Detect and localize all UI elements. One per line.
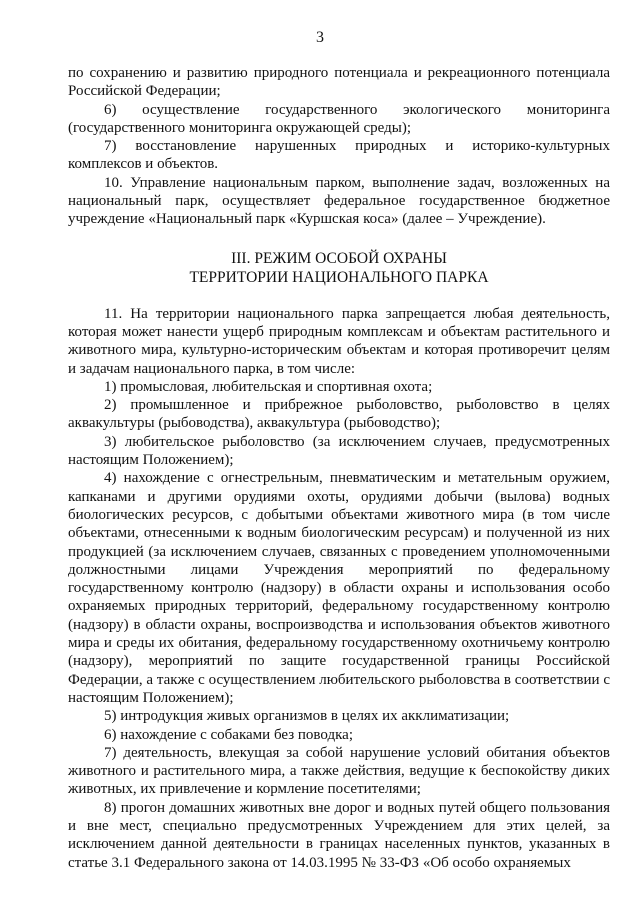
section-heading — [68, 249, 610, 287]
section-heading-line1: III. РЕЖИМ ОСОБОЙ ОХРАНЫ — [231, 249, 447, 267]
list-item-2: 2) промышленное и прибрежное рыболовство, рыболовство в целях аквакультуры (рыбоводства), аквакультура (рыбоводство); — [68, 397, 610, 432]
paragraph-11: 11. На территории национального парка запрещается любая деятельность, которая может нанести ущерб природным комплексам и объектам растительного и животного мира, культурно-историческим объектам и которая противоречит целям и задачам национального парка, в том числе: — [68, 305, 610, 377]
list-item-1: 1) промысловая, любительская и спортивная охота; — [104, 378, 433, 395]
list-item-8: 8) прогон домашних животных вне дорог и водных путей общего пользования и вне мест, специально предусмотренных Учреждением для этих целей, за исключением данной деятельности в границах населенных пунктов, указанных в статье 3.1 Федерального закона от 14.03.1995 № 33-ФЗ «Об особо охраняемых — [68, 799, 610, 871]
paragraph-continuation: по сохранению и развитию природного потенциала и рекреационного потенциала Российской Федерации; — [68, 65, 610, 100]
page-number: 3 — [316, 29, 324, 46]
section-heading-line2: ТЕРРИТОРИИ НАЦИОНАЛЬНОГО ПАРКА — [189, 268, 489, 286]
document-body — [68, 64, 610, 872]
paragraph-item-6: 6) осуществление государственного экологического мониторинга (государственного мониторинга окружающей среды); — [68, 101, 610, 136]
list-item-5: 5) интродукция живых организмов в целях их акклиматизации; — [104, 708, 510, 725]
list-item-4: 4) нахождение с огнестрельным, пневматическим и метательным оружием, капканами и другими орудиями охоты, орудиями добычи (вылова) водных биологических ресурсов, с добытыми объектами животного мира (в том числе объектами, отнесенными к водным биологическим ресурсам) и полученной из них продукцией (за исключением случаев, связанных с проведением уполномоченными должностными лицами Учреждения мероприятий по федеральному государственному контролю (надзору) в области охраны и использования особо охраняемых природных территорий, федеральному государственному контролю (надзору) в области охраны, воспроизводства и использования объектов животного мира и среды их обитания, федеральному государственному охотничьему контролю (надзору), мероприятий по защите государственной границы Российской Федерации, а также с осуществлением любительского рыболовства в соответствии с настоящим Положением); — [68, 470, 610, 706]
list-item-6: 6) нахождение с собаками без поводка; — [104, 726, 353, 743]
paragraph-10: 10. Управление национальным парком, выполнение задач, возложенных на национальный парк, осуществляет федеральное государственное бюджетное учреждение «Национальный парк «Куршская коса» (далее – Учреждение). — [68, 174, 610, 228]
list-item-3: 3) любительское рыболовство (за исключением случаев, предусмотренных настоящим Положением); — [68, 433, 610, 469]
list-item-7: 7) деятельность, влекущая за собой нарушение условий обитания объектов животного и растительного мира, а также действия, ведущие к беспокойству диких животных, их привлечение и кормление посетителями; — [68, 744, 610, 798]
paragraph-item-7: 7) восстановление нарушенных природных и историко-культурных комплексов и объектов. — [68, 138, 610, 173]
